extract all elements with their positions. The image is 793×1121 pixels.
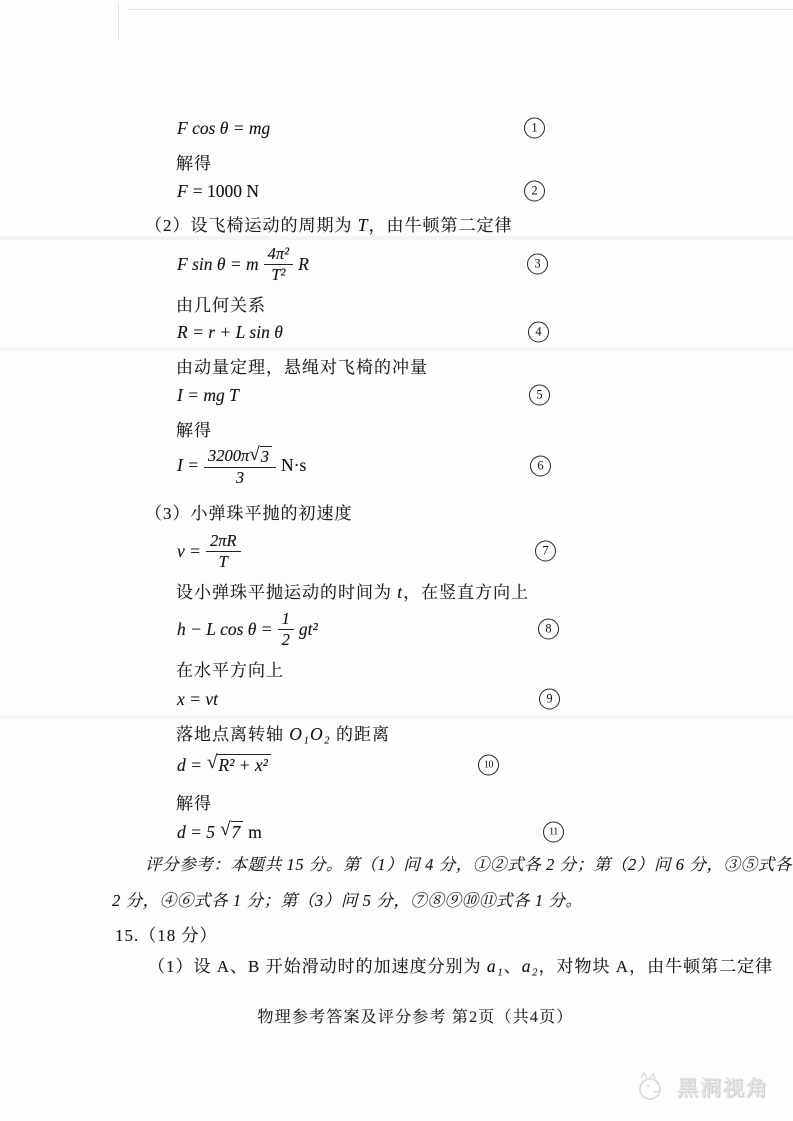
question15-part1-line: （1）设 A、B 开始滑动时的加速度分别为 a₁、a₂，对物块 A，由牛顿第二定律 xyxy=(148,956,774,976)
text-line-horizontal: 在水平方向上 xyxy=(176,661,284,680)
formula-right: gt² xyxy=(298,618,318,639)
formula: I = mg T xyxy=(177,384,239,405)
formula: F cos θ = mg xyxy=(177,117,271,138)
watermark xyxy=(635,1072,769,1102)
period-variable: T xyxy=(357,215,369,235)
equation-tag-4: 4 xyxy=(528,322,549,343)
time-variable: t xyxy=(397,582,404,602)
accel-variable-1: a₁ xyxy=(486,956,504,976)
formula: x = vt xyxy=(177,688,218,709)
scan-artifact-hline xyxy=(127,9,793,10)
sqrt-radical: √ R² + x² xyxy=(207,754,271,775)
formula-left: h − L cos θ = xyxy=(177,618,273,639)
formula-value: = 1000 N xyxy=(192,180,259,201)
equation-tag-11: 11 xyxy=(543,822,564,843)
scoring-reference-line1: 评分参考：本题共 15 分。第（1）问 4 分，①②式各 2 分；第（2）问 6 分，③⑤式各 xyxy=(145,855,792,874)
equation-line-5 xyxy=(0,384,793,406)
equation-tag-6: 6 xyxy=(530,456,551,477)
equation-tag-7: 7 xyxy=(535,541,556,562)
equation-line-4 xyxy=(0,321,793,343)
question15-heading: 15.（18 分） xyxy=(115,926,218,945)
fraction: $\frac{2\pi R}{T}$ xyxy=(206,532,241,570)
formula-right: R xyxy=(298,253,309,274)
equation-tag-2: 2 xyxy=(524,181,545,202)
text-line-landing: 落地点离转轴 O₁O₂ 的距离 xyxy=(176,724,390,744)
equation-line-9 xyxy=(0,688,793,710)
equation-tag-5: 5 xyxy=(529,385,550,406)
formula-left: v = xyxy=(177,540,201,561)
formula: R = r + L sin θ xyxy=(177,321,283,342)
part2-heading: （2）设飞椅运动的周期为 T，由牛顿第二定律 xyxy=(145,215,513,235)
axis-variable: O₁O₂ xyxy=(289,724,331,744)
accel-variable-2: a₂ xyxy=(521,956,539,976)
equation-tag-8: 8 xyxy=(538,619,559,640)
scan-band xyxy=(0,347,793,351)
scan-artifact-vline xyxy=(118,3,119,39)
watermark-text: 黑洞视角 xyxy=(677,1077,769,1100)
formula-left: d = xyxy=(177,754,202,775)
scan-band xyxy=(0,715,793,719)
fraction: $\frac{\text{4π²}}{\text{T²}}$ xyxy=(264,245,293,283)
page-footer: 物理参考答案及评分参考 第2页（共4页） xyxy=(257,1009,574,1026)
text-line-solve: 解得 xyxy=(176,154,212,173)
formula-unit: N·s xyxy=(280,455,307,476)
equation-tag-9: 9 xyxy=(539,689,560,710)
text-line-projectile-time: 设小弹珠平抛运动的时间为 t，在竖直方向上 xyxy=(176,582,530,602)
equation-line-11 xyxy=(0,819,793,845)
formula-unit: m xyxy=(248,821,262,842)
text-line-solve: 解得 xyxy=(176,421,212,440)
text-line-solve: 解得 xyxy=(176,794,212,813)
formula-var: F xyxy=(177,180,188,201)
sqrt-radical: √ 3 xyxy=(249,446,272,466)
equation-line-7 xyxy=(0,527,793,575)
formula-left: F sin θ = m xyxy=(177,253,259,274)
equation-line-8 xyxy=(0,605,793,653)
sqrt-radical: √ 7 xyxy=(220,821,243,842)
equation-line-2 xyxy=(0,180,793,202)
equation-line-3 xyxy=(0,240,793,288)
equation-line-10 xyxy=(0,750,793,780)
watermark-cat-logo-icon xyxy=(635,1072,669,1102)
text-line-momentum: 由动量定理，悬绳对飞椅的冲量 xyxy=(176,358,428,377)
text-line-geometry: 由几何关系 xyxy=(176,296,266,315)
part3-heading: （3）小弹珠平抛的初速度 xyxy=(145,504,353,523)
equation-tag-3: 3 xyxy=(527,254,548,275)
formula-left: d = 5 xyxy=(177,821,216,842)
formula-left: I = xyxy=(177,455,200,476)
fraction: $\frac{1}{2}$ xyxy=(278,610,294,648)
equation-line-6 xyxy=(0,441,793,491)
equation-tag-1: 1 xyxy=(524,118,545,139)
scoring-reference-line2: 2 分，④⑥式各 1 分；第（3）问 5 分，⑦⑧⑨⑩⑪式各 1 分。 xyxy=(112,891,583,910)
equation-line-1 xyxy=(0,117,793,139)
fraction: 3200π √ 3 3 xyxy=(204,446,276,486)
equation-tag-10: 10 xyxy=(478,755,499,776)
